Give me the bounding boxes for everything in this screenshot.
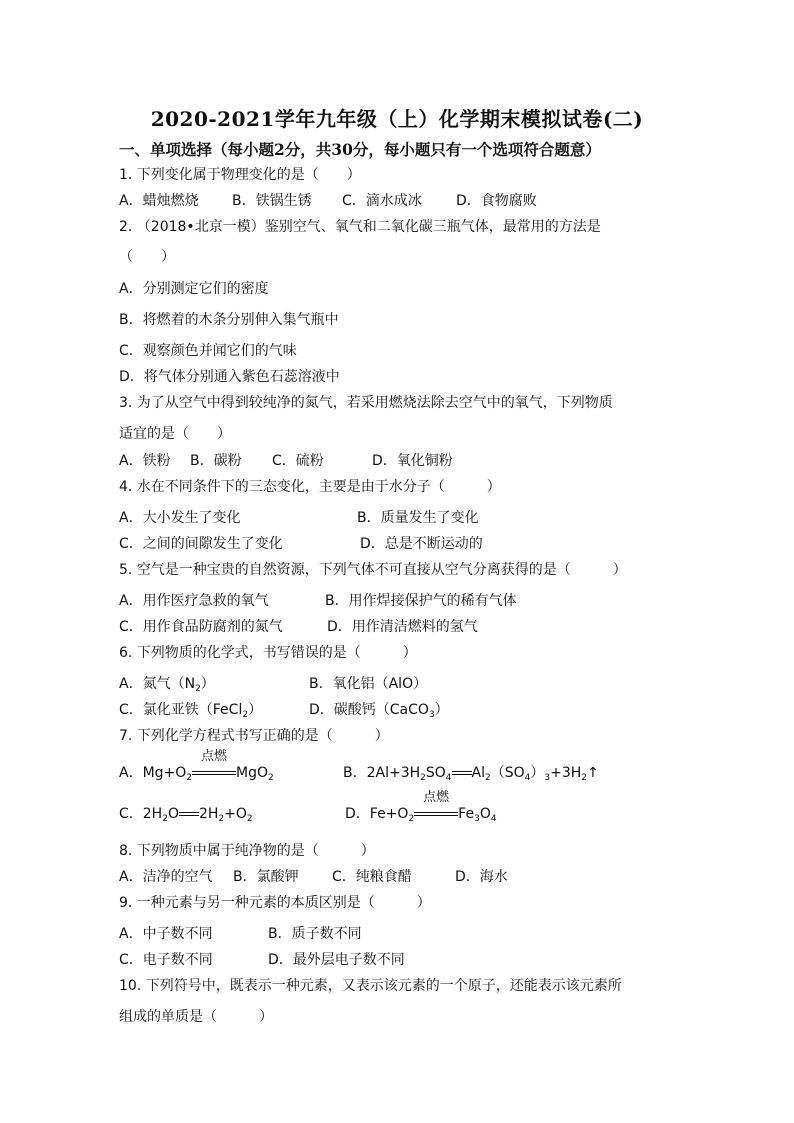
question-7-option-a: A．$Mg+O_2$ 点燃 MgO$_2$: [119, 749, 274, 783]
question-9-option-d: D．最外层电子数不同: [268, 952, 405, 968]
question-5-option-c: C．用作食品防腐剂的氮气: [119, 619, 283, 635]
question-3-option-d: D．氧化铜粉: [372, 453, 453, 469]
question-3-stem-cont: 适宜的是（ ）: [119, 426, 231, 442]
reaction-condition-arrow: 点燃: [192, 764, 236, 782]
question-1-option-a: A．蜡烛燃烧: [119, 193, 199, 209]
question-9-option-a: A．中子数不同: [119, 926, 213, 942]
question-3-stem: 3. 为了从空气中得到较纯净的氮气，若采用燃烧法除去空气中的氧气，下列物质: [119, 395, 613, 411]
question-8-option-c: C．纯粮食醋: [332, 869, 412, 885]
question-1-option-c: C．滴水成冰: [342, 193, 422, 209]
question-9-stem: 9. 一种元素与另一种元素的本质区别是（ ）: [119, 895, 431, 911]
question-4-option-c: C．之间的间隙发生了变化: [119, 536, 283, 552]
equals-sign: [452, 771, 472, 775]
question-8-option-d: D．海水: [455, 869, 508, 885]
question-1-option-d: D．食物腐败: [456, 193, 537, 209]
page-title: 2020-2021学年九年级（上）化学期末模拟试卷(二): [150, 107, 644, 131]
question-3-option-c: C．硫粉: [272, 453, 324, 469]
question-2-option-a: A．分别测定它们的密度: [119, 281, 269, 297]
question-10-stem-cont: 组成的单质是（ ）: [119, 1009, 273, 1025]
question-4-stem: 4. 水在不同条件下的三态变化，主要是由于水分子（ ）: [119, 479, 501, 495]
section-heading: 一、单项选择（每小题2分，共30分，每小题只有一个选项符合题意）: [119, 140, 601, 159]
reaction-condition-arrow: 点燃: [414, 805, 458, 823]
question-10-stem: 10. 下列符号中，既表示一种元素，又表示该元素的一个原子，还能表示该元素所: [119, 978, 622, 994]
question-9-option-c: C．电子数不同: [119, 952, 213, 968]
question-5-option-d: D．用作清洁燃料的氢气: [327, 619, 478, 635]
question-9-option-b: B．质子数不同: [268, 926, 362, 942]
question-3-option-a: A．铁粉: [119, 453, 171, 469]
question-7-option-b: B．$2Al+3H_2SO_4$ $Al_2(SO_4)_3+3H_2↑$: [343, 765, 599, 783]
question-6-option-b: B．氧化铝（AlO）: [309, 676, 428, 692]
question-7-option-c: C．$2H_2O$ $2H_2+O_2$: [119, 806, 253, 824]
question-6-option-a: A．氮气$(N_2)$: [119, 676, 215, 694]
question-7-option-d: D．$Fe+O_2$ 点燃 $Fe_3O_4$: [345, 790, 497, 824]
gas-arrow-icon: ↑: [587, 765, 599, 781]
question-6-stem: 6. 下列物质的化学式，书写错误的是（ ）: [119, 645, 417, 661]
question-2-option-d: D．将气体分别通入紫色石蕊溶液中: [119, 369, 340, 385]
question-5-option-b: B．用作焊接保护气的稀有气体: [325, 593, 517, 609]
question-2-stem: 2. （2018•北京一模）鉴别空气、氧气和二氧化碳三瓶气体，最常用的方法是: [119, 219, 601, 235]
question-1-stem: 1. 下列变化属于物理变化的是（ ）: [119, 167, 361, 183]
question-6-option-d: D．碳酸钙（CaCO$_3$）: [309, 702, 449, 720]
question-7-stem: 7. 下列化学方程式书写正确的是（ ）: [119, 728, 389, 744]
question-2-option-c: C．观察颜色并闻它们的气味: [119, 343, 297, 359]
question-3-option-b: B．碳粉: [190, 453, 242, 469]
question-2-stem-cont: （ ）: [119, 249, 175, 265]
question-8-stem: 8. 下列物质中属于纯净物的是（ ）: [119, 843, 375, 859]
question-4-option-a: A．大小发生了变化: [119, 510, 241, 526]
question-8-option-b: B．氯酸钾: [233, 869, 299, 885]
question-2-option-b: B．将燃着的木条分别伸入集气瓶中: [119, 312, 339, 328]
question-5-option-a: A．用作医疗急救的氧气: [119, 593, 269, 609]
question-8-option-a: A．洁净的空气: [119, 869, 213, 885]
question-1-option-b: B．铁锅生锈: [232, 193, 312, 209]
question-4-option-b: B．质量发生了变化: [357, 510, 479, 526]
question-6-option-c: C．氯化亚铁（FeCl$_2$）: [119, 702, 263, 720]
equals-sign: [179, 812, 199, 816]
question-5-stem: 5. 空气是一种宝贵的自然资源，下列气体不可直接从空气分离获得的是（ ）: [119, 562, 627, 578]
question-4-option-d: D．总是不断运动的: [360, 536, 483, 552]
